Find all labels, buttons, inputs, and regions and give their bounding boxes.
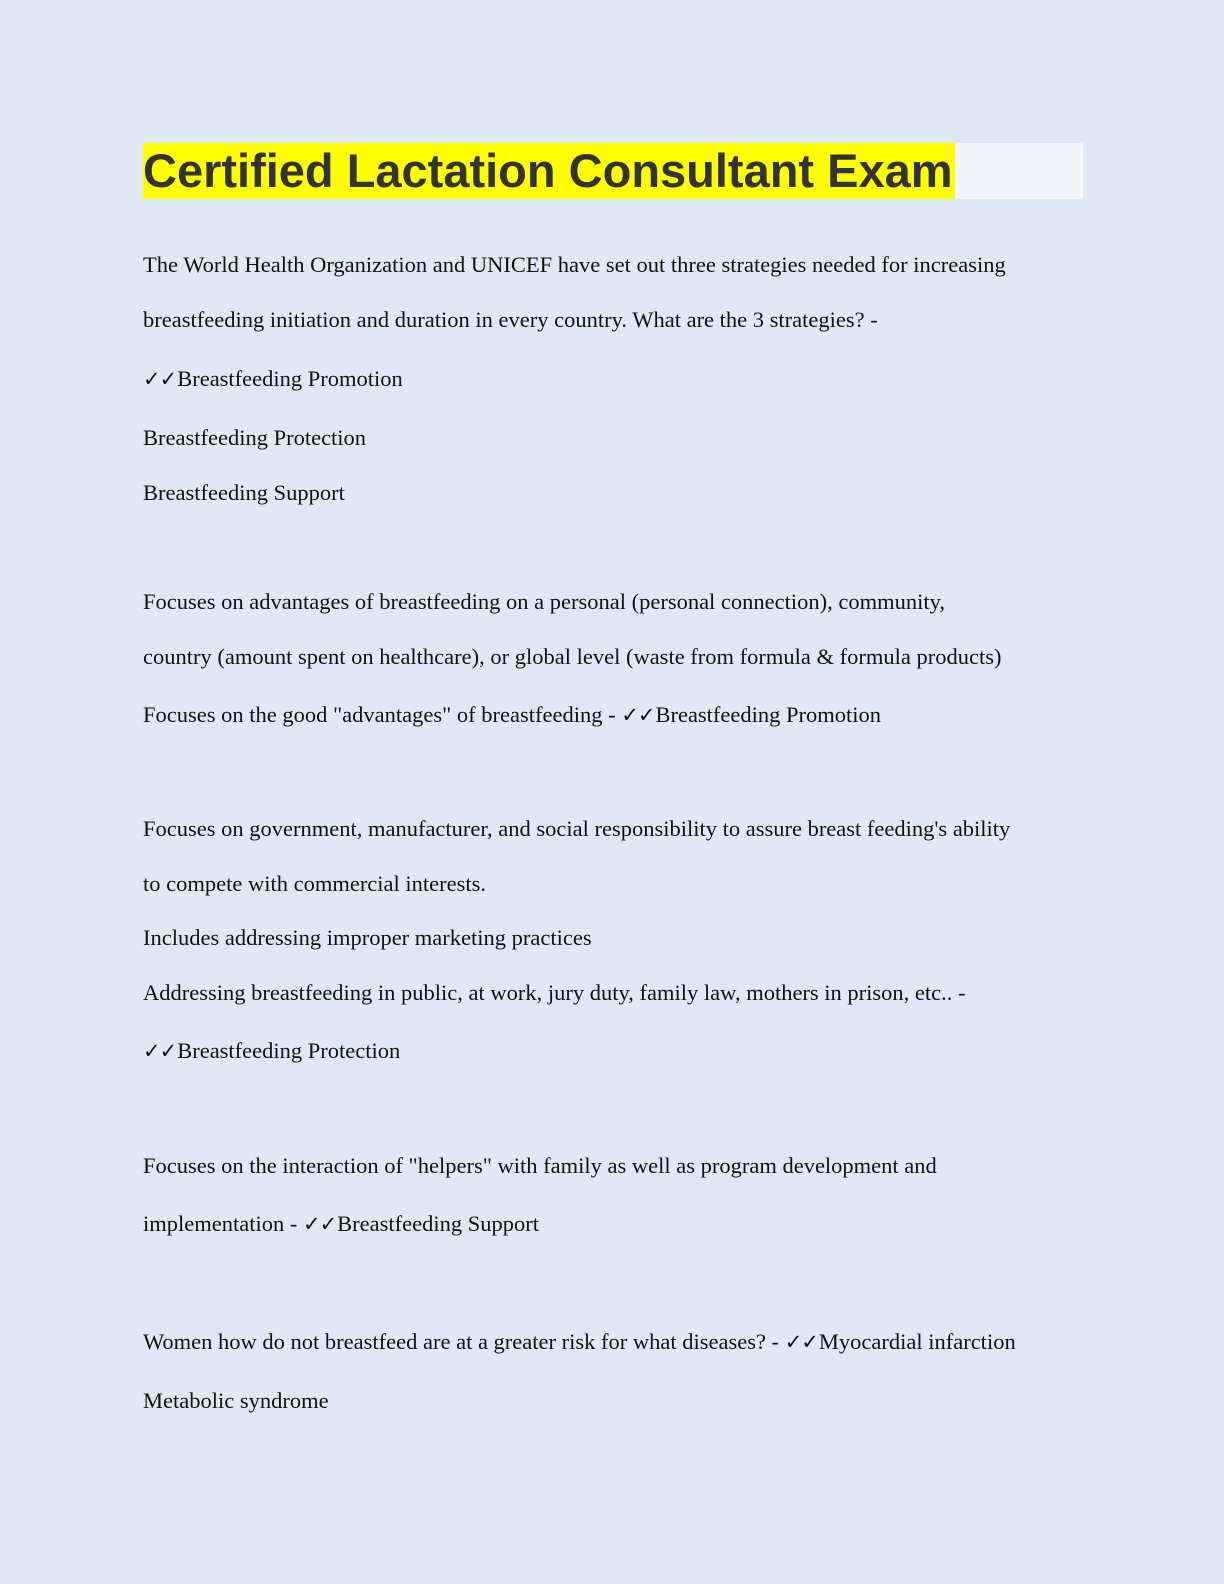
double-check-icon: ✓✓ bbox=[143, 367, 177, 391]
line-text: implementation - bbox=[143, 1211, 303, 1236]
line-text: Women how do not breastfeed are at a greater risk for what diseases? - bbox=[143, 1329, 785, 1354]
question-line bbox=[143, 643, 1001, 671]
question-line bbox=[143, 924, 592, 952]
line-text: Focuses on the interaction of "helpers" with family as well as program development and bbox=[143, 1153, 937, 1178]
question-line bbox=[143, 1328, 1016, 1356]
question-line bbox=[143, 870, 486, 898]
line-text: Focuses on government, manufacturer, and social responsibility to assure breast feeding's ability bbox=[143, 816, 1011, 841]
answer-text: Breastfeeding Promotion bbox=[177, 366, 403, 391]
answer-line bbox=[143, 1387, 329, 1415]
answer-line bbox=[143, 1037, 400, 1065]
question-line bbox=[143, 701, 881, 729]
line-text: Focuses on the good "advantages" of breastfeeding - bbox=[143, 702, 622, 727]
question-line bbox=[143, 588, 945, 616]
answer-line bbox=[143, 365, 403, 393]
question-line bbox=[143, 1210, 539, 1238]
line-text: Includes addressing improper marketing practices bbox=[143, 925, 592, 950]
double-check-icon: ✓✓ bbox=[143, 1039, 177, 1063]
answer-line bbox=[143, 424, 366, 452]
line-text: The World Health Organization and UNICEF have set out three strategies needed for increasing bbox=[143, 252, 1006, 277]
answer-text: Breastfeeding Protection bbox=[177, 1038, 401, 1063]
question-line bbox=[143, 251, 1006, 279]
document-page bbox=[143, 143, 1083, 1413]
answer-text: Myocardial infarction bbox=[818, 1329, 1016, 1354]
document-title: Certified Lactation Consultant Exam bbox=[143, 144, 953, 197]
line-text: country (amount spent on healthcare), or global level (waste from formula & formula products) bbox=[143, 644, 1002, 669]
line-text: Metabolic syndrome bbox=[143, 1388, 329, 1413]
double-check-icon: ✓✓ bbox=[784, 1330, 818, 1354]
question-line bbox=[143, 979, 966, 1007]
answer-text: Breastfeeding Support bbox=[337, 1211, 540, 1236]
line-text: Addressing breastfeeding in public, at work, jury duty, family law, mothers in prison, etc.. - bbox=[143, 980, 966, 1005]
answer-text: Breastfeeding Promotion bbox=[655, 702, 882, 727]
double-check-icon: ✓✓ bbox=[302, 1212, 337, 1236]
line-text: to compete with commercial interests. bbox=[143, 871, 487, 896]
line-text: Focuses on advantages of breastfeeding on a personal (personal connection), community, bbox=[143, 589, 946, 614]
question-line bbox=[143, 1152, 937, 1180]
line-text: Breastfeeding Support bbox=[143, 480, 345, 505]
answer-line bbox=[143, 479, 345, 507]
line-text: breastfeeding initiation and duration in every country. What are the 3 strategies? - bbox=[143, 307, 878, 332]
title-bar bbox=[143, 143, 1083, 199]
double-check-icon: ✓✓ bbox=[621, 703, 655, 727]
question-line bbox=[143, 306, 878, 334]
line-text: Breastfeeding Protection bbox=[143, 425, 367, 450]
question-line bbox=[143, 815, 1010, 843]
